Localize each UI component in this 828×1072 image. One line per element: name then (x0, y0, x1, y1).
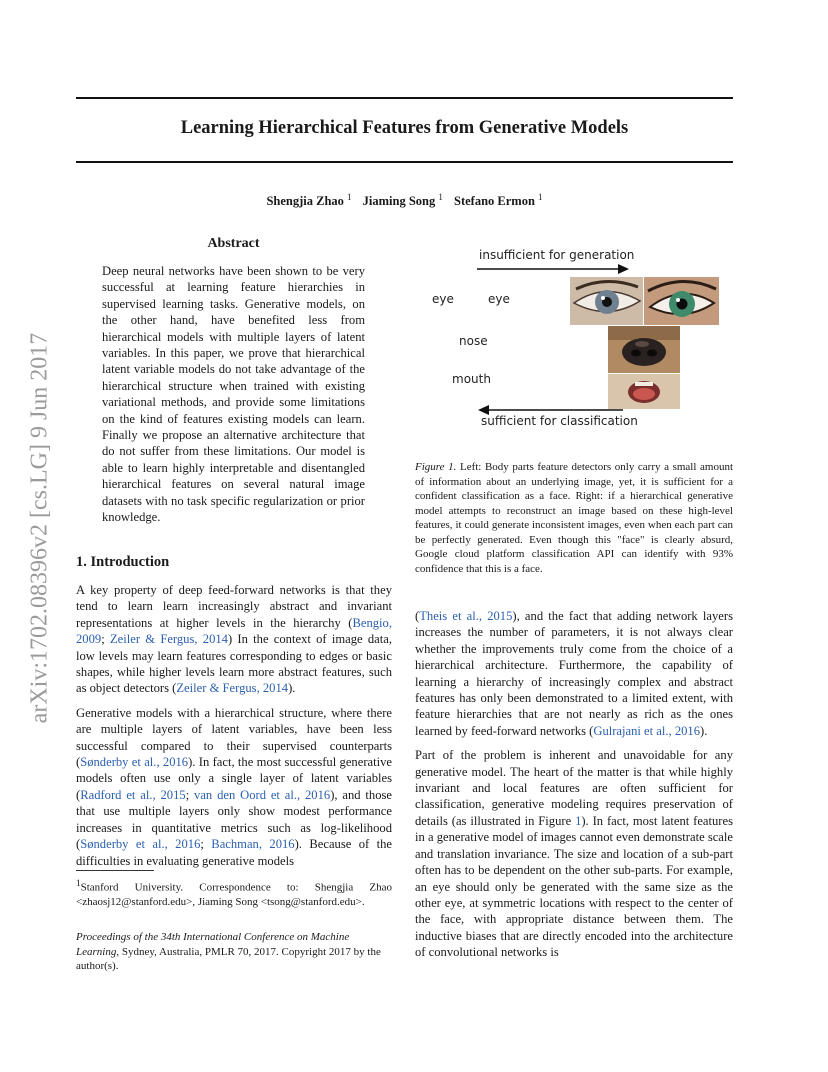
citation-link[interactable]: Zeiler & Fergus, 2014 (109, 632, 228, 647)
author-name: Shengjia Zhao (266, 194, 344, 209)
footnote-mark: 1 (76, 878, 81, 888)
footnote-text: Stanford University. Correspondence to: Shengjia Zhao <zhaosj12@stanford.edu>, Jiaming Song <tsong@stanford.edu>. (76, 881, 392, 909)
affiliation-mark: 1 (438, 192, 443, 202)
affiliation-mark: 1 (538, 192, 543, 202)
citation-link[interactable]: Theis et al., 2015 (419, 609, 513, 623)
text-run: ), and those that use multiple layers only show modest performance increases in quantitative metrics such as log-likelihood ( (76, 787, 393, 852)
arxiv-stamp (18, 298, 62, 758)
text-run: ). (700, 723, 708, 738)
right-paragraph-1 (415, 608, 733, 739)
text-run: ( (415, 609, 420, 623)
arxiv-stamp-text: arXiv:1702.08396v2 [cs.LG] 9 Jun 2017 (26, 332, 53, 724)
author-3 (454, 194, 543, 208)
intro-paragraph-1 (76, 582, 392, 697)
title-rule (76, 161, 733, 163)
figure-reference-link[interactable]: 1 (575, 813, 582, 828)
dog-nose-icon (608, 326, 680, 373)
author-name: Jiaming Song (362, 194, 436, 209)
text-run: ), and the fact that adding network layers increases the number of parameters, it is not always clear whether the improvements truly come from the choice of a hierarchical architecture. Furthermore, the capability of learning a hierarchy of increasingly complex and abstract features has only been demonstrated to a limited extent, with feature hierarchies that are not nearly as rich as the ones learned by feed-forward networks ( (415, 609, 733, 738)
caption-text: Left: Body parts feature detectors only carry a small amount of information about an underlying image, yet, it is sufficient for a confident classification as a face. Right: if a hierarchical generative model attempts to reconstruct an image based on these high-level features, it could generate inconsistent images, even when each part can be perfectly generated. Even though this "face" is clearly absurd, Google cloud platform classification API can identify with 93% confidence that this is a face. (415, 461, 733, 575)
text-run: ). In fact, most latent features in a generative model of images cannot even demonstrate scale and translation invariance. The size and location of a sub-part often has to be dependent on the other sub-parts. For example, an eye should only be generated with the same size as the other eye, at symmetric locations with respect to the center of the face, with appropriate distance between them. The inductive biases that are directly encoded into the architecture of convolutional networks is (415, 813, 733, 960)
top-arrow-label: insufficient for generation (479, 248, 635, 262)
eye-left-icon (570, 277, 643, 325)
eye-right-icon (644, 277, 719, 325)
venue-rest: , Sydney, Australia, PMLR 70, 2017. Copyright 2017 by the author(s). (76, 945, 381, 972)
paper-title: Learning Hierarchical Features from Generative Models (180, 118, 629, 138)
right-column-body (415, 608, 733, 961)
caption-label: Figure 1. (415, 461, 457, 473)
nose-image (608, 326, 680, 373)
text-run: Part of the problem is inherent and unavoidable for any generative model. The heart of the matter is that while highly invariant and local features are often sufficient for classification, generative modeling requires preservation of details (as illustrated in Figure (415, 748, 733, 828)
author-1 (266, 194, 351, 208)
label-mouth: mouth (452, 372, 491, 386)
citation-link[interactable]: Gulrajani et al., 2016 (593, 723, 701, 738)
text-run: ; (200, 837, 212, 852)
author-list (76, 192, 733, 209)
author-name: Stefano Ermon (454, 194, 535, 209)
text-run: ; (101, 632, 110, 647)
right-paragraph-2 (415, 747, 733, 960)
intro-paragraph-2 (76, 705, 392, 869)
introduction-body (76, 582, 392, 869)
figure-1 (415, 240, 733, 440)
mouth-image (608, 374, 680, 409)
citation-link[interactable]: Radford et al., 2015 (80, 787, 186, 802)
eye-image-right (644, 277, 719, 325)
top-rule (76, 97, 733, 99)
figure-caption (415, 460, 733, 576)
citation-link[interactable]: Bengio, 2009 (76, 615, 392, 647)
label-eye-left: eye (432, 292, 454, 306)
citation-link[interactable]: van den Oord et al., 2016 (194, 787, 331, 802)
author-2 (363, 194, 443, 208)
text-run: ) In the context of image data, low levels may learn features corresponding to edges or basic shapes, while higher levels learn more abstract features, such as object detectors ( (76, 632, 393, 696)
label-eye-right: eye (488, 292, 510, 306)
top-arrow-head (618, 264, 629, 274)
text-run: ; (185, 787, 195, 802)
bottom-arrow-label: sufficient for classification (481, 414, 638, 428)
text-run: A key property of deep feed-forward networks is that they tend to learn learn increasingly abstract and invariant representations at higher levels in the hierarchy ( (76, 583, 392, 630)
abstract-heading: Abstract (207, 236, 260, 251)
footnote (76, 876, 392, 910)
footnote-rule (76, 870, 154, 871)
eye-image-left (570, 277, 643, 325)
affiliation-mark: 1 (347, 192, 352, 202)
abstract-body: Deep neural networks have been shown to be very successful at learning feature hierarchies in supervised learning tasks. Generative models, on the other hand, have benefited less from hierarchical models with multiple layers of latent variables. In this paper, we prove that hierarchical latent variable models do not take advantage of the hierarchical structure when trained with existing variational methods, and provide some limitations on the kind of features existing models can learn. Finally we propose an alternative architecture that do not suffer from these limitations. Our model is able to learn highly interpretable and disentangled hierarchical features on several natural image datasets with no task specific regularization or prior knowledge. (102, 264, 365, 525)
label-nose: nose (459, 334, 488, 348)
text-run: ). Because of the difficulties in evaluating generative models (76, 837, 393, 868)
section-heading-introduction: 1. Introduction (76, 554, 170, 570)
mouth-icon (608, 374, 680, 409)
text-run: Generative models with a hierarchical structure, where there are multiple layers of latent variables, have been less successful compared to their supervised counterparts ( (76, 705, 392, 770)
citation-link[interactable]: Sønderby et al., 2016 (80, 837, 201, 852)
venue-note (76, 930, 392, 974)
venue-italic: Proceedings of the 34th International Conference on Machine Learning (76, 931, 350, 958)
text-run: ). (288, 681, 296, 696)
citation-link[interactable]: Sønderby et al., 2016 (80, 755, 189, 770)
citation-link[interactable]: Zeiler & Fergus, 2014 (176, 681, 289, 696)
citation-link[interactable]: Bachman, 2016 (211, 837, 295, 852)
text-run: ). In fact, the most successful generative models often use only a single layer of latent variables ( (76, 755, 392, 802)
